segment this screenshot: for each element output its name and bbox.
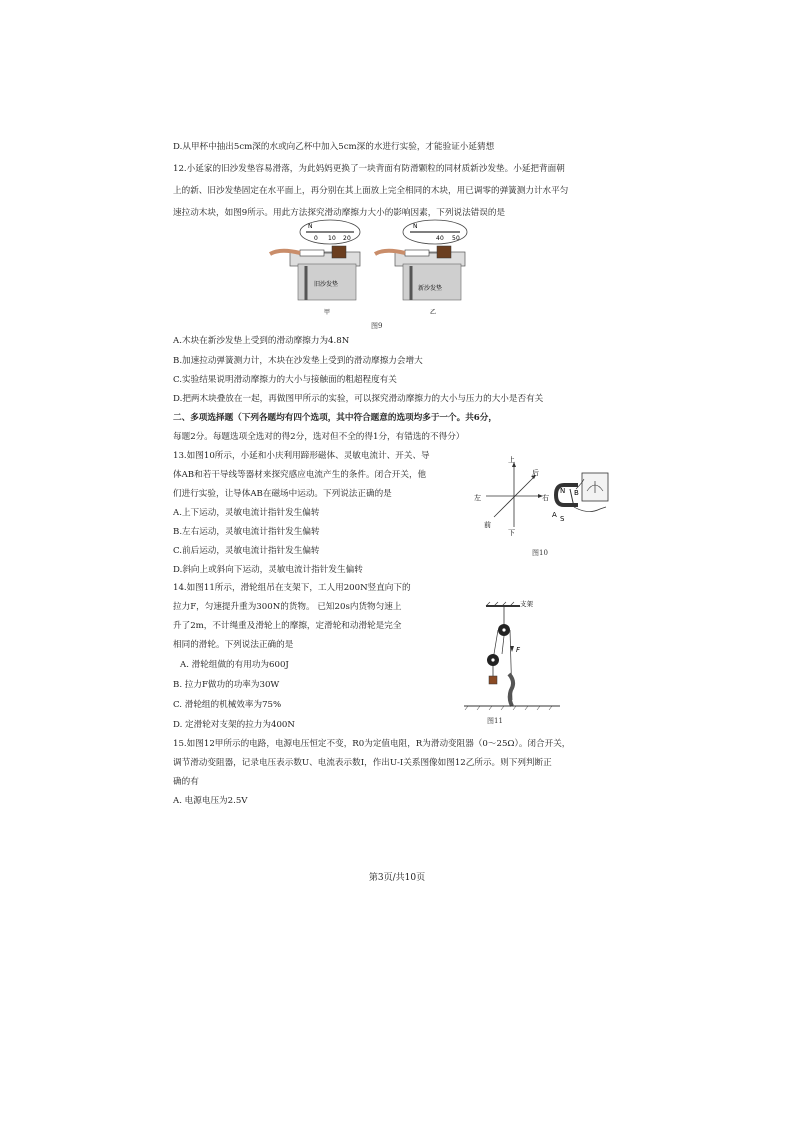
option-12a: A.木块在新沙发垫上受到的滑动摩擦力为4.8N — [173, 336, 350, 346]
fig9-left-apparatus — [270, 220, 360, 300]
fig9-scale-left-tick0: 0 — [314, 235, 318, 242]
fig11-force-label: F — [516, 646, 521, 654]
fig9-scale-left-tick2: 0 — [332, 235, 336, 242]
fig9-label-left: 甲 — [324, 309, 331, 316]
fig9-scale-left-tick3: 2 — [343, 235, 347, 242]
fig10-back: 后 — [532, 469, 539, 477]
fig9-scale-right-tick1: 0 — [440, 235, 444, 242]
option-12d: D.把两木块叠放在一起，再做图甲所示的实验，可以探究滑动摩擦力的大小与压力的大小是否有关 — [173, 394, 544, 404]
fig9-old-pad-label: 旧沙发垫 — [314, 281, 339, 288]
page-footer: 第3页/共10页 — [368, 873, 426, 883]
question-14-line1: 14.如图11所示，滑轮组吊在支架下，工人用200N竖直向下的 — [173, 583, 411, 593]
fig9-scale-left-tick4: 0 — [347, 235, 351, 242]
question-12-line3: 速拉动木块，如图9所示。用此方法探究滑动摩擦力大小的影响因素，下列说法错误的是 — [173, 208, 506, 218]
option-13d: D.斜向上或斜向下运动，灵敏电流计指针发生偏转 — [173, 565, 363, 575]
option-14b: B. 拉力F做功的功率为30W — [173, 680, 280, 690]
fig10-s-pole: S — [560, 515, 565, 523]
question-14-line4: 相同的滑轮。下列说法正确的是 — [173, 640, 294, 650]
fig9-scale-right-tick0: 4 — [436, 235, 440, 242]
option-13a: A.上下运动，灵敏电流计指针发生偏转 — [173, 508, 320, 518]
fig9-scale-right-tick2: 5 — [452, 235, 456, 242]
question-15-line3: 确的有 — [173, 777, 199, 787]
option-15a: A. 电源电压为2.5V — [173, 796, 248, 806]
fig10-b-label: B — [574, 489, 579, 497]
fig9-label-right: 乙 — [430, 309, 437, 316]
section-2-heading: 二、多项选择题（下列各题均有四个选项，其中符合题意的选项均多于一个。共6分， — [173, 413, 497, 423]
option-12b: B.加速拉动弹簧测力计，木块在沙发垫上受到的滑动摩擦力会增大 — [173, 356, 423, 366]
question-12-line1: 12.小延家的旧沙发垫容易滑落，为此妈妈更换了一块背面有防滑颗粒的同材质新沙发垫。小延把背面朝 — [173, 164, 565, 174]
question-13-line1: 13.如图10所示，小延和小庆利用蹄形磁体、灵敏电流计、开关、导 — [173, 451, 430, 461]
fig9-new-pad-label: 新沙发垫 — [418, 285, 443, 292]
question-13-line3: 们进行实验，让导体AB在磁场中运动。下列说法正确的是 — [173, 489, 392, 499]
fig10-n-pole: N — [560, 487, 566, 495]
fig10-front: 前 — [484, 521, 491, 529]
fig10-down: 下 — [508, 529, 515, 537]
figure-10 — [470, 455, 620, 535]
fig11-support-label: 支架 — [520, 600, 533, 608]
fig10-up: 上 — [508, 456, 515, 464]
fig9-scale-right-tick3: 0 — [456, 235, 460, 242]
option-14c: C. 滑轮组的机械效率为75% — [173, 700, 282, 710]
fig9-scale-left-n: N — [308, 223, 313, 230]
question-14-line3: 升了2m，不计绳重及滑轮上的摩擦，定滑轮和动滑轮是完全 — [173, 621, 402, 631]
fig10-caption: 图10 — [532, 549, 548, 557]
fig10-left: 左 — [474, 494, 481, 502]
question-15-line2: 调节滑动变阻器，记录电压表示数U、电流表示数I，作出U-I关系图像如图12乙所示。则下列判断正 — [173, 758, 552, 768]
figure-11 — [460, 598, 570, 713]
fig10-right: 右 — [542, 494, 549, 502]
section-2-rules: 每题2分。每题选项全选对的得2分，选对但不全的得1分，有错选的不得分） — [173, 432, 465, 442]
question-15-line1: 15.如图12甲所示的电路，电源电压恒定不变，R0为定值电阻，R为滑动变阻器（0～25Ω）。闭合开关， — [173, 739, 571, 749]
fig10-a-label: A — [552, 511, 557, 519]
fig9-scale-left-tick1: 1 — [328, 235, 332, 242]
fig9-caption: 图9 — [371, 322, 383, 330]
figure-9 — [270, 218, 490, 318]
option-13c: C.前后运动，灵敏电流计指针发生偏转 — [173, 546, 320, 556]
question-14-line2: 拉力F，匀速提升重为300N的货物。 已知20s内货物匀速上 — [173, 602, 402, 612]
option-12d-prev: D.从甲杯中抽出5cm深的水或向乙杯中加入5cm深的水进行实验，才能验证小延猜想 — [173, 142, 495, 152]
option-13b: B.左右运动，灵敏电流计指针发生偏转 — [173, 527, 320, 537]
option-14d: D. 定滑轮对支架的拉力为400N — [173, 720, 295, 730]
fig11-caption: 图11 — [487, 717, 503, 725]
question-13-line2: 体AB和若干导线等器材来探究感应电流产生的条件。闭合开关，他 — [173, 470, 427, 480]
question-12-line2: 上的新、旧沙发垫固定在水平面上，再分别在其上面放上完全相同的木块，用已调零的弹簧测力计水平匀 — [173, 186, 569, 196]
option-14a: A. 滑轮组做的有用功为600J — [180, 660, 289, 670]
option-12c: C.实验结果说明滑动摩擦力的大小与接触面的粗超程度有关 — [173, 375, 397, 385]
fig9-scale-right-n: N — [413, 223, 418, 230]
